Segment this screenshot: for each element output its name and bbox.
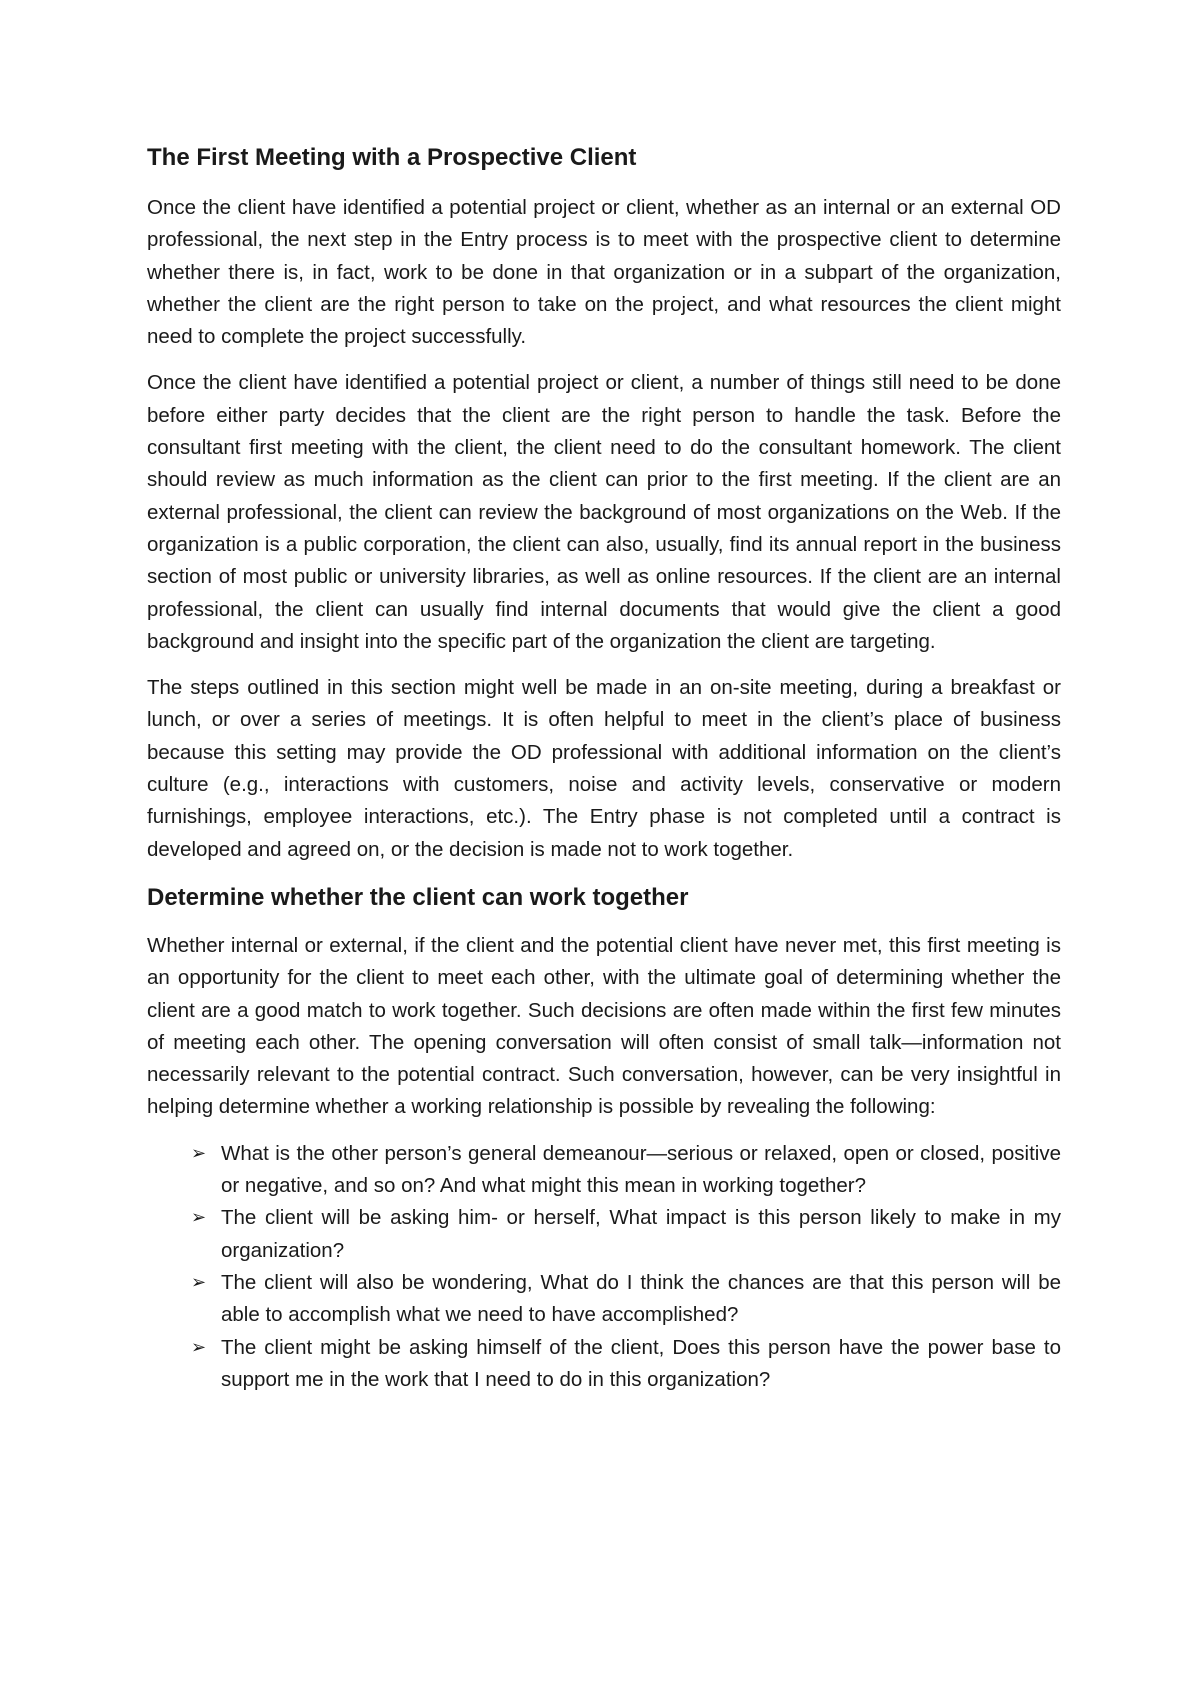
arrow-bullet-icon: ➢ [191,1336,207,1358]
list-item-text: The client will be asking him- or herself, What impact is this person likely to make in my organization? [221,1206,1061,1262]
paragraph: Once the client have identified a potential project or client, a number of things still need to be done before either party decides that the client are the right person to handle the task. Before the consultant first meeting with the client, the client need to do the consultant homework. The client should review as much information as the client can prior to the first meeting. If the client are an external professional, the client can review the background of most organizations on the Web. If the organization is a public corporation, the client can also, usually, find its annual report in the business section of most public or university libraries, as well as online resources. If the client are an internal professional, the client can usually find internal documents that would give the client a good background and insight into the specific part of the organization the client are targeting. [147,371,1061,653]
list-item [191,1267,1061,1332]
list-item [191,1202,1061,1267]
list-item-text: What is the other person’s general demeanour—serious or relaxed, open or closed, positive or negative, and so on? And what might this mean in working together? [221,1141,1061,1198]
list-item [191,1332,1061,1397]
list-item-text: The client might be asking himself of the client, Does this person have the power base to support me in the work that I need to do in this organization? [221,1335,1061,1391]
arrow-bullet-icon: ➢ [191,1207,207,1229]
paragraph: Once the client have identified a potential project or client, whether as an internal or an external OD professional, the next step in the Entry process is to meet with the prospective client to determine whether there is, in fact, work to be done in that organization or in a subpart of the organization, whether the client are the right person to take on the project, and what resources the client might need to complete the project successfully. [147,196,1061,349]
arrow-bullet-icon: ➢ [191,1271,207,1293]
list-item [191,1138,1061,1203]
paragraph: The steps outlined in this section might well be made in an on-site meeting, during a breakfast or lunch, or over a series of meetings. It is often helpful to meet in the client’s place of business because this setting may provide the OD professional with additional information on the client’s culture (e.g., interactions with customers, noise and activity levels, conservative or modern furnishings, employee interactions, etc.). The Entry phase is not completed until a contract is developed and agreed on, or the decision is made not to work together. [147,676,1061,861]
paragraph: Whether internal or external, if the client and the potential client have never met, this first meeting is an opportunity for the client to meet each other, with the ultimate goal of determining whether the client are a good match to work together. Such decisions are often made within the first few minutes of meeting each other. The opening conversation will often consist of small talk—information not necessarily relevant to the potential contract. Such conversation, however, can be very insightful in helping determine whether a working relationship is possible by revealing the following: [147,933,1061,1119]
arrow-bullet-icon: ➢ [191,1142,207,1164]
bullet-list [147,1138,1061,1396]
section-title-first-meeting: The First Meeting with a Prospective Client [147,144,637,171]
list-item-text: The client will also be wondering, What do I think the chances are that this person will be able to accomplish what we need to have accomplished? [221,1270,1061,1327]
document-page [147,140,1061,1396]
section-title-work-together: Determine whether the client can work together [147,883,689,911]
